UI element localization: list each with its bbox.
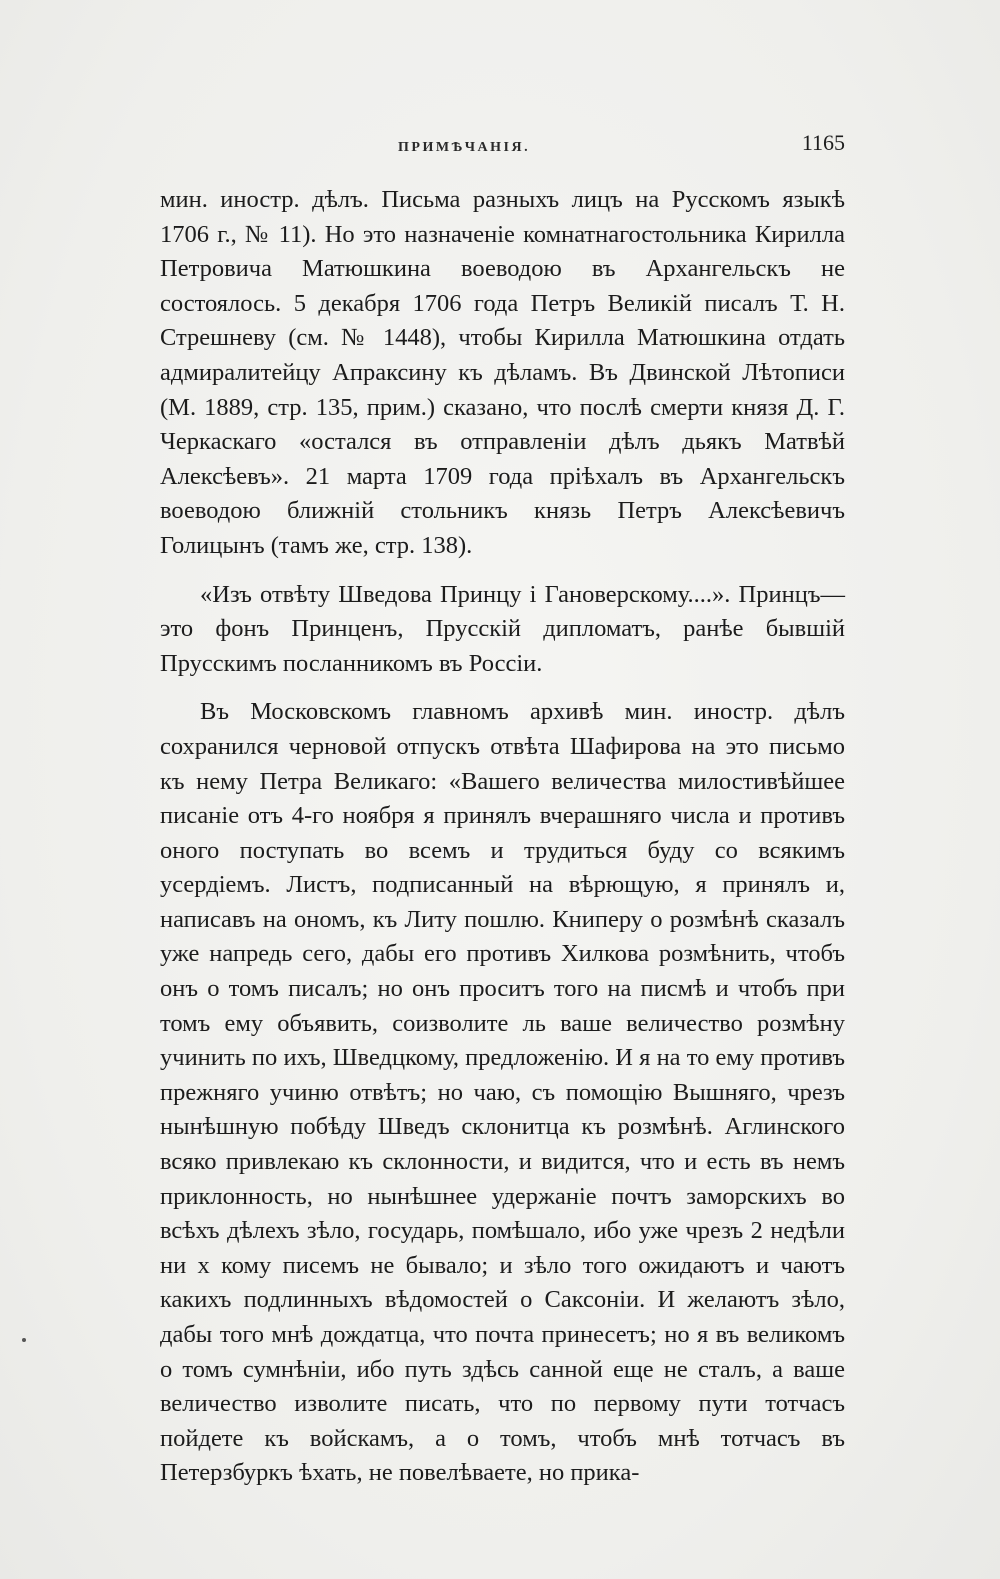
paper-speck <box>22 1338 26 1342</box>
paragraph-3: Въ Московскомъ главномъ архивѣ мин. иностр. дѣлъ сохранился черновой отпускъ отвѣта Шафирова на это письмо къ нему Петра Великаго: «Вашего величества милостивѣйшее писаніе отъ 4-го ноября я принялъ вчерашняго числа и противъ оного поступать во всемъ и трудиться буду со всякимъ усердіемъ. Листъ, подписанный на вѣрющую, я принялъ и, написавъ на ономъ, къ Литу пошлю. Книперу о розмѣнѣ сказалъ уже напредь сего, дабы его противъ Хилкова розмѣнить, чтобъ онъ о томъ писалъ; но онъ проситъ того на писмѣ и чтобъ при томъ ему объявить, соизволите ль ваше величество розмѣну учинить по ихъ, Шведцкому, предложенію. И я на то ему противъ прежняго учиню отвѣтъ; но чаю, съ помощію Вышняго, чрезъ нынѣшную побѣду Шведъ склонитца къ розмѣнѣ. Аглинского всяко привлекаю къ склонности, и видится, что и есть въ немъ приклонность, но нынѣшнее удержаніе почтъ заморскихъ во всѣхъ дѣлехъ зѣло, государь, помѣшало, ибо уже чрезъ 2 недѣли ни х кому писемъ не бывало; и зѣло того ожидаютъ и чаютъ какихъ подлинныхъ вѣдомостей о Саксоніи. И желаютъ зѣло, дабы того мнѣ дождатца, что почта принесетъ; но я въ великомъ о томъ сумнѣніи, ибо путь здѣсь санной еще не сталъ, а ваше величество изволите писать, что по первому пути тотчасъ пойдете къ войскамъ, а о томъ, чтобъ мнѣ тотчасъ въ Петерзбуркъ ѣхать, не повелѣваете, но прика- <box>160 698 845 1487</box>
running-head: ПРИМѢЧАНІЯ. <box>398 140 531 155</box>
paragraph-1: мин. иностр. дѣлъ. Письма разныхъ лицъ на Русскомъ языкѣ 1706 г., № 11). Но это назначеніе комнатнагостольника Кирилла Петровича Матюшкина воеводою въ Архангельскъ не состоялось. 5 декабря 1706 года Петръ Великій писалъ Т. Н. Стрешневу (см. № 1448), чтобы Кирилла Матюшкина отдать адмиралитейцу Апраксину къ дѣламъ. Въ Двинской Лѣтописи (М. 1889, стр. 135, прим.) сказано, что послѣ смерти князя Д. Г. Черкаскаго «остался въ отправленіи дѣлъ дьякъ Матвѣй Алексѣевъ». 21 марта 1709 года пріѣхалъ въ Архангельскъ воеводою ближній стольникъ князь Петръ Алексѣевичъ Голицынъ (тамъ же, стр. 138). <box>160 186 845 559</box>
paragraph-2: «Изъ отвѣту Шведова Принцу і Гановерскому....». Принцъ— это фонъ Принценъ, Прусскій дипломатъ, ранѣе бывшій Прусскимъ посланникомъ въ Россіи. <box>160 580 845 677</box>
body-text <box>160 183 845 1491</box>
page-header <box>160 128 845 168</box>
page-number: 1165 <box>801 130 845 155</box>
